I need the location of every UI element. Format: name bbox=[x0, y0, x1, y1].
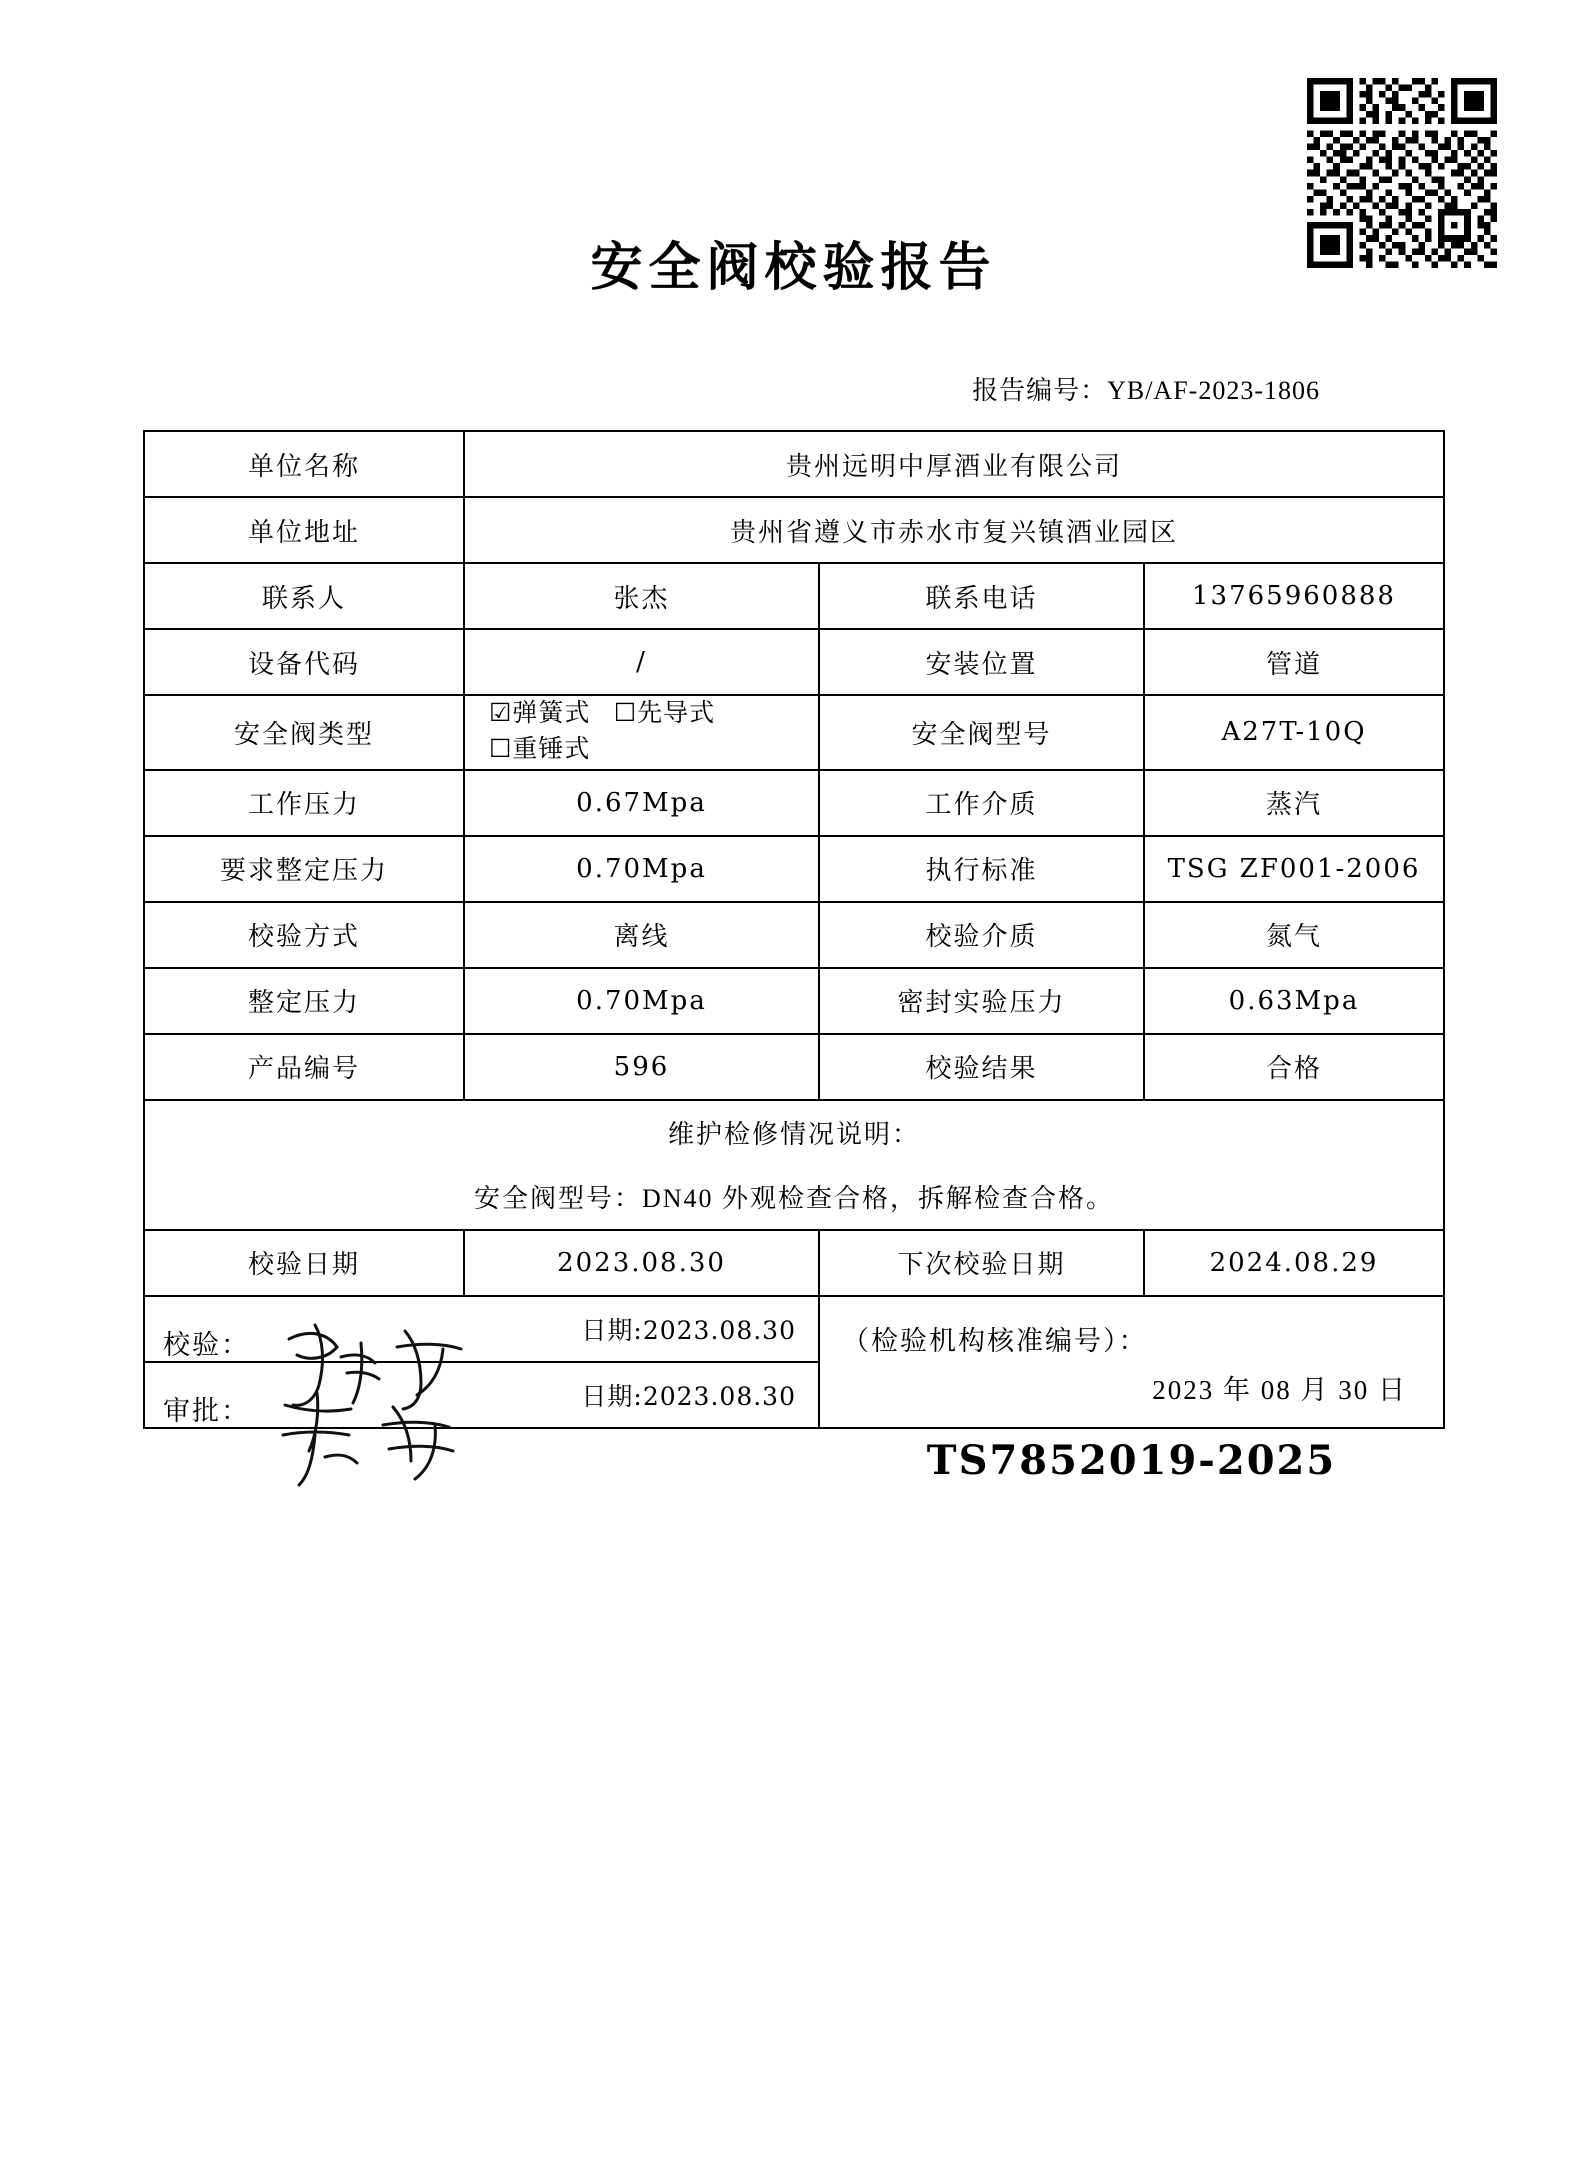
install-position-value: 管道 bbox=[1144, 629, 1444, 695]
seal-test-pressure-value: 0.63Mpa bbox=[1144, 968, 1444, 1034]
table-row bbox=[144, 902, 1444, 968]
work-pressure-label: 工作压力 bbox=[144, 770, 464, 836]
unit-address-value: 贵州省遵义市赤水市复兴镇酒业园区 bbox=[464, 497, 1444, 563]
check-date-value: 2023.08.30 bbox=[464, 1230, 819, 1296]
table-row bbox=[144, 563, 1444, 629]
required-set-pressure-label: 要求整定压力 bbox=[144, 836, 464, 902]
valve-type-option-label: 重锤式 bbox=[512, 736, 591, 764]
certificate-cell bbox=[819, 1296, 1444, 1484]
valve-type-option-label: 先导式 bbox=[637, 700, 716, 727]
table-row bbox=[144, 1034, 1444, 1100]
work-medium-label: 工作介质 bbox=[819, 770, 1144, 836]
table-row bbox=[144, 770, 1444, 836]
seal-test-pressure-label: 密封实验压力 bbox=[819, 968, 1144, 1034]
contact-label: 联系人 bbox=[144, 563, 464, 629]
valve-type-label: 安全阀类型 bbox=[144, 695, 464, 770]
product-no-label: 产品编号 bbox=[144, 1034, 464, 1100]
page-title: 安全阀校验报告 bbox=[590, 237, 997, 298]
issue-date: 2023 年 08 月 30 日 bbox=[1152, 1374, 1407, 1405]
table-row bbox=[144, 629, 1444, 695]
work-medium-value: 蒸汽 bbox=[1144, 770, 1444, 836]
product-no-value: 596 bbox=[464, 1034, 819, 1100]
approver-signature-cell bbox=[144, 1362, 819, 1428]
report-number: 报告编号：YB/AF-2023-1806 bbox=[972, 376, 1320, 405]
cert-number: TS7852019-2025 bbox=[926, 1436, 1337, 1484]
table-row bbox=[144, 1165, 1444, 1230]
table-row bbox=[144, 836, 1444, 902]
unit-name-label: 单位名称 bbox=[144, 431, 464, 497]
cert-org-label: （检验机构核准编号）： bbox=[842, 1325, 1148, 1356]
set-pressure-label: 整定压力 bbox=[144, 968, 464, 1034]
table-row bbox=[144, 431, 1444, 497]
report-table bbox=[143, 430, 1445, 1484]
valve-type-options bbox=[464, 695, 819, 770]
next-check-date-label: 下次校验日期 bbox=[819, 1230, 1144, 1296]
valve-type-option-label: 弹簧式 bbox=[512, 700, 591, 727]
check-date-label: 校验日期 bbox=[144, 1230, 464, 1296]
table-row bbox=[144, 1100, 1444, 1165]
signature-approver-icon bbox=[265, 1377, 495, 1497]
check-method-label: 校验方式 bbox=[144, 902, 464, 968]
check-medium-value: 氮气 bbox=[1144, 902, 1444, 968]
valve-model-label: 安全阀型号 bbox=[819, 695, 1144, 770]
work-pressure-value: 0.67Mpa bbox=[464, 770, 819, 836]
phone-value: 13765960888 bbox=[1144, 563, 1444, 629]
install-position-label: 安装位置 bbox=[819, 629, 1144, 695]
check-result-label: 校验结果 bbox=[819, 1034, 1144, 1100]
valve-type-option-spring[interactable] bbox=[489, 700, 598, 727]
standard-value: TSG ZF001-2006 bbox=[1144, 836, 1444, 902]
valve-model-value: A27T-10Q bbox=[1144, 695, 1444, 770]
checkbox-checked-icon[interactable]: ☑ bbox=[489, 700, 513, 727]
checkbox-icon[interactable]: ☐ bbox=[489, 736, 513, 764]
check-medium-label: 校验介质 bbox=[819, 902, 1144, 968]
table-row bbox=[144, 968, 1444, 1034]
checker-signature-cell bbox=[144, 1296, 819, 1362]
contact-value: 张杰 bbox=[464, 563, 819, 629]
checker-date: 日期:2023.08.30 bbox=[581, 1315, 796, 1345]
phone-label: 联系电话 bbox=[819, 563, 1144, 629]
table-row bbox=[144, 497, 1444, 563]
table-row bbox=[144, 1230, 1444, 1296]
device-code-label: 设备代码 bbox=[144, 629, 464, 695]
checker-label: 校验： bbox=[163, 1329, 250, 1360]
next-check-date-value: 2024.08.29 bbox=[1144, 1230, 1444, 1296]
set-pressure-value: 0.70Mpa bbox=[464, 968, 819, 1034]
check-result-value: 合格 bbox=[1144, 1034, 1444, 1100]
approver-label: 审批： bbox=[163, 1395, 250, 1426]
required-set-pressure-value: 0.70Mpa bbox=[464, 836, 819, 902]
maintenance-text: 安全阀型号：DN40 外观检查合格，拆解检查合格。 bbox=[144, 1165, 1444, 1230]
valve-type-option-weight[interactable] bbox=[489, 736, 590, 763]
maintenance-title: 维护检修情况说明： bbox=[144, 1100, 1444, 1165]
checkbox-icon[interactable]: ☐ bbox=[613, 700, 638, 727]
table-row bbox=[144, 1296, 1444, 1362]
device-code-value: / bbox=[464, 629, 819, 695]
approver-date: 日期:2023.08.30 bbox=[581, 1381, 796, 1411]
valve-type-option-pilot[interactable] bbox=[614, 700, 715, 727]
standard-label: 执行标准 bbox=[819, 836, 1144, 902]
unit-name-value: 贵州远明中厚酒业有限公司 bbox=[464, 431, 1444, 497]
table-row bbox=[144, 695, 1444, 770]
check-method-value: 离线 bbox=[464, 902, 819, 968]
unit-address-label: 单位地址 bbox=[144, 497, 464, 563]
